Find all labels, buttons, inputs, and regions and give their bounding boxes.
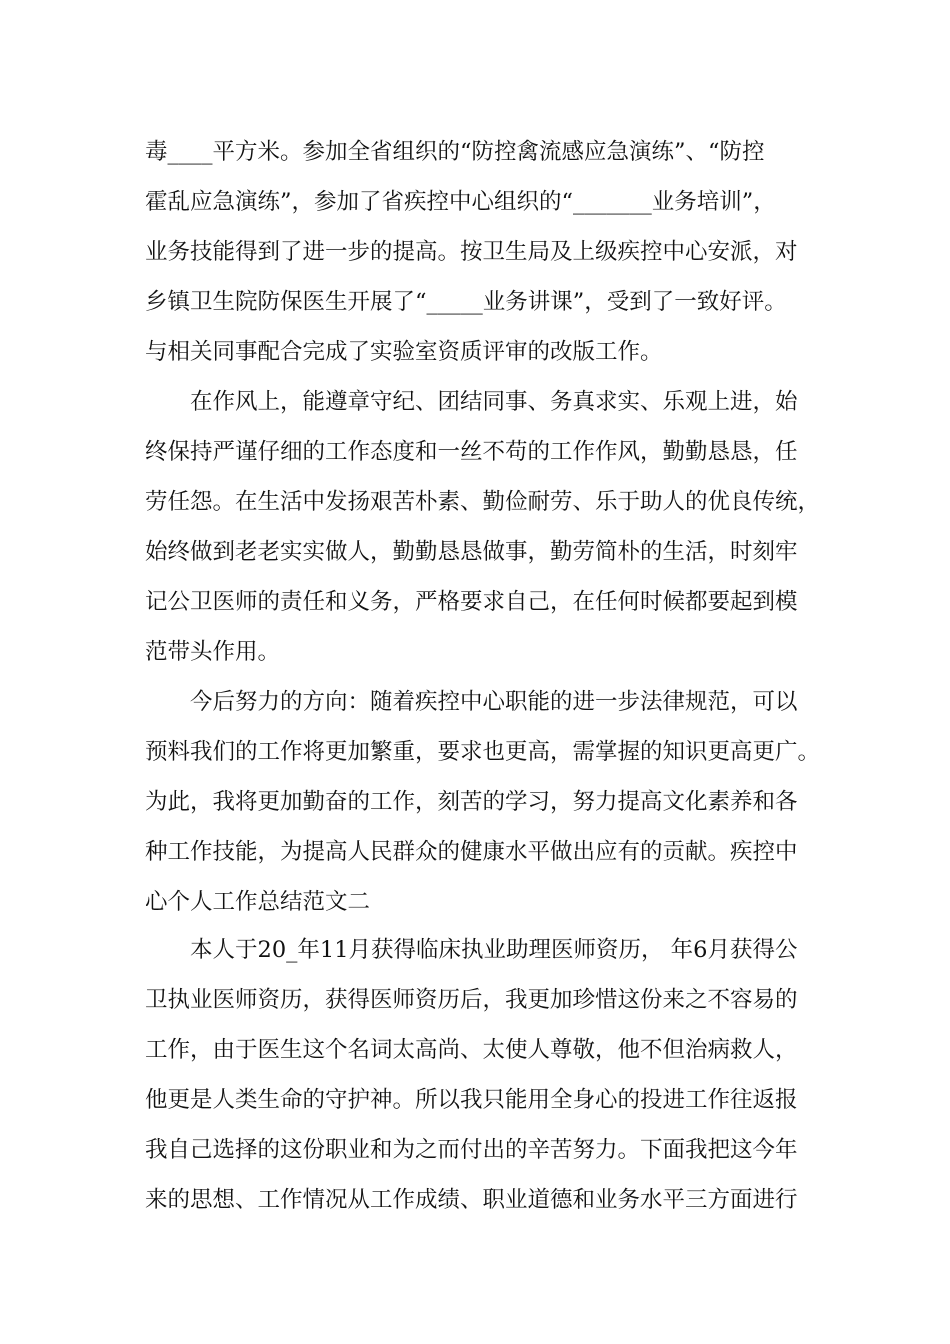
text-line: 预料我们的工作将更加繁重，要求也更高，需掌握的知识更高更广。 — [145, 739, 821, 765]
text-line: 种工作技能，为提高人民群众的健康水平做出应有的贡献。疾控中 — [145, 839, 798, 865]
text-line: 业务技能得到了进一步的提高。按卫生局及上级疾控中心安派，对 — [145, 239, 798, 265]
text-line: 来的思想、工作情况从工作成绩、职业道德和业务水平三方面进行 — [145, 1187, 798, 1213]
paragraph-first-line: 在作风上，能遵章守纪、团结同事、务真求实、乐观上进，始 — [190, 389, 798, 415]
text-line: 为此，我将更加勤奋的工作，刻苦的学习，努力提高文化素养和各 — [145, 789, 798, 815]
text-line: 卫执业医师资历，获得医师资历后，我更加珍惜这份来之不容易的 — [145, 987, 798, 1013]
text-line: 乡镇卫生院防保医生开展了“_____业务讲课”，受到了一致好评。 — [145, 289, 787, 315]
paragraph-first-line: 今后努力的方向：随着疾控中心职能的进一步法律规范，可以 — [190, 689, 798, 715]
text-line: 心个人工作总结范文二 — [145, 889, 371, 915]
text-line: 与相关同事配合完成了实验室资质评审的改版工作。 — [145, 339, 663, 365]
text-line: 范带头作用。 — [145, 639, 281, 665]
text-line: 我自己选择的这份职业和为之而付出的辛苦努力。下面我把这今年 — [145, 1137, 798, 1163]
text-line: 记公卫医师的责任和义务，严格要求自己，在任何时候都要起到模 — [145, 589, 798, 615]
text-line: 工作，由于医生这个名词太高尚、太使人尊敬，他不但治病救人， — [145, 1037, 798, 1063]
paragraph-first-line: 本人于20_年11月获得临床执业助理医师资历， 年6月获得公 — [190, 937, 798, 963]
text-line: 他更是人类生命的守护神。所以我只能用全身心的投进工作往返报 — [145, 1087, 798, 1113]
text-line: 终保持严谨仔细的工作态度和一丝不苟的工作作风，勤勤恳恳，任 — [145, 439, 798, 465]
text-line: 始终做到老老实实做人，勤勤恳恳做事，勤劳简朴的生活，时刻牢 — [145, 539, 798, 565]
text-line: 霍乱应急演练”，参加了省疾控中心组织的“_______业务培训”， — [145, 189, 776, 215]
text-line: 毒____平方米。参加全省组织的“防控禽流感应急演练”、“防控 — [145, 139, 765, 165]
text-line: 劳任怨。在生活中发扬艰苦朴素、勤俭耐劳、乐于助人的优良传统， — [145, 489, 821, 515]
